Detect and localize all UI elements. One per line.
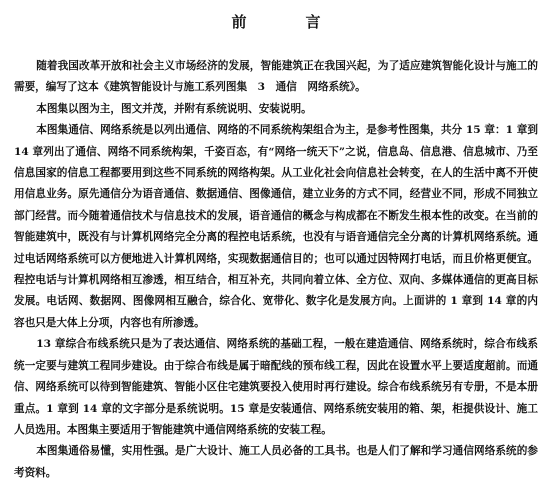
paragraph-closing: 本图集通俗易懂，实用性强。是广大设计、施工人员必备的工具书。也是人们了解和学习通信网络系统的参考资料。 bbox=[14, 445, 538, 479]
paragraph-content: 本图集通信、网络系统是以列出通信、网络的不同系统构架组合为主，是参考性图集，共分 15 章：1 章到 14 章列出了通信、网络不同系统构架，千姿百态，有“网络一统天下”之说，信息岛、信息港、信息城市、乃至信息国家的信息工程都要用到这些不同系统的网络构架。从工业化社会向信息社会转变，在人的生活中离不开使用信息业务。原先通信分为语音通信、数据通信、图像通信，建立业务的方式不同，经营业不同，形成不同独立部门经营。而今随着通信技术与信息技术的发展，语音通信的概念与构成都在不断发生根本性的改变。在当前的智能建筑中，既没有与计算机网络完全分离的程控电话系统，也没有与语音通信完全分离的计算机网络系统。通过电话网络系统可以方便地进入计算机网络，实现数据通信目的；也可以通过因特网打电话，而且价格更便宜。程控电话与计算机网络相互渗透，相互结合，相互补充，共同向着立体、全方位、双向、多媒体通信的更高目标发展。电话网、数据网、图像网相互融合，综合化、宽带化、数字化是发展方向。上面讲的 1 章到 14 章的内容也只是大体上分项，内容也有所渗透。 bbox=[14, 124, 538, 329]
paragraph-cabling: 13 章综合布线系统只是为了表达通信、网络系统的基础工程，一般在建造通信、网络系统时，综合布线系统一定要与建筑工程同步建设。由于综合布线是属于暗配线的预布线工程，因此在设置水平上要适度超前。而通信、网络系统可以待到智能建筑、智能小区住宅建筑要投入使用时再行建设。综合布线系统另有专册，不是本册重点。1 章到 14 章的文字部分是系统说明。15 章是安装通信、网络系统安装用的箱、架，柜提供设计、施工人员选用。本图集主要适用于智能建筑中通信网络系统的安装工程。 bbox=[14, 338, 538, 436]
preface-title: 前 言 bbox=[231, 13, 343, 31]
paragraph-intro: 随着我国改革开放和社会主义市场经济的发展，智能建筑正在我国兴起，为了适应建筑智能化设计与施工的需要，编写了这本《建筑智能设计与施工系列图集 3 通信 网络系统》。 bbox=[14, 60, 538, 94]
preface-body bbox=[14, 56, 538, 484]
paragraph-format: 本图集以图为主，图文并茂，并附有系统说明、安装说明。 bbox=[36, 102, 312, 115]
